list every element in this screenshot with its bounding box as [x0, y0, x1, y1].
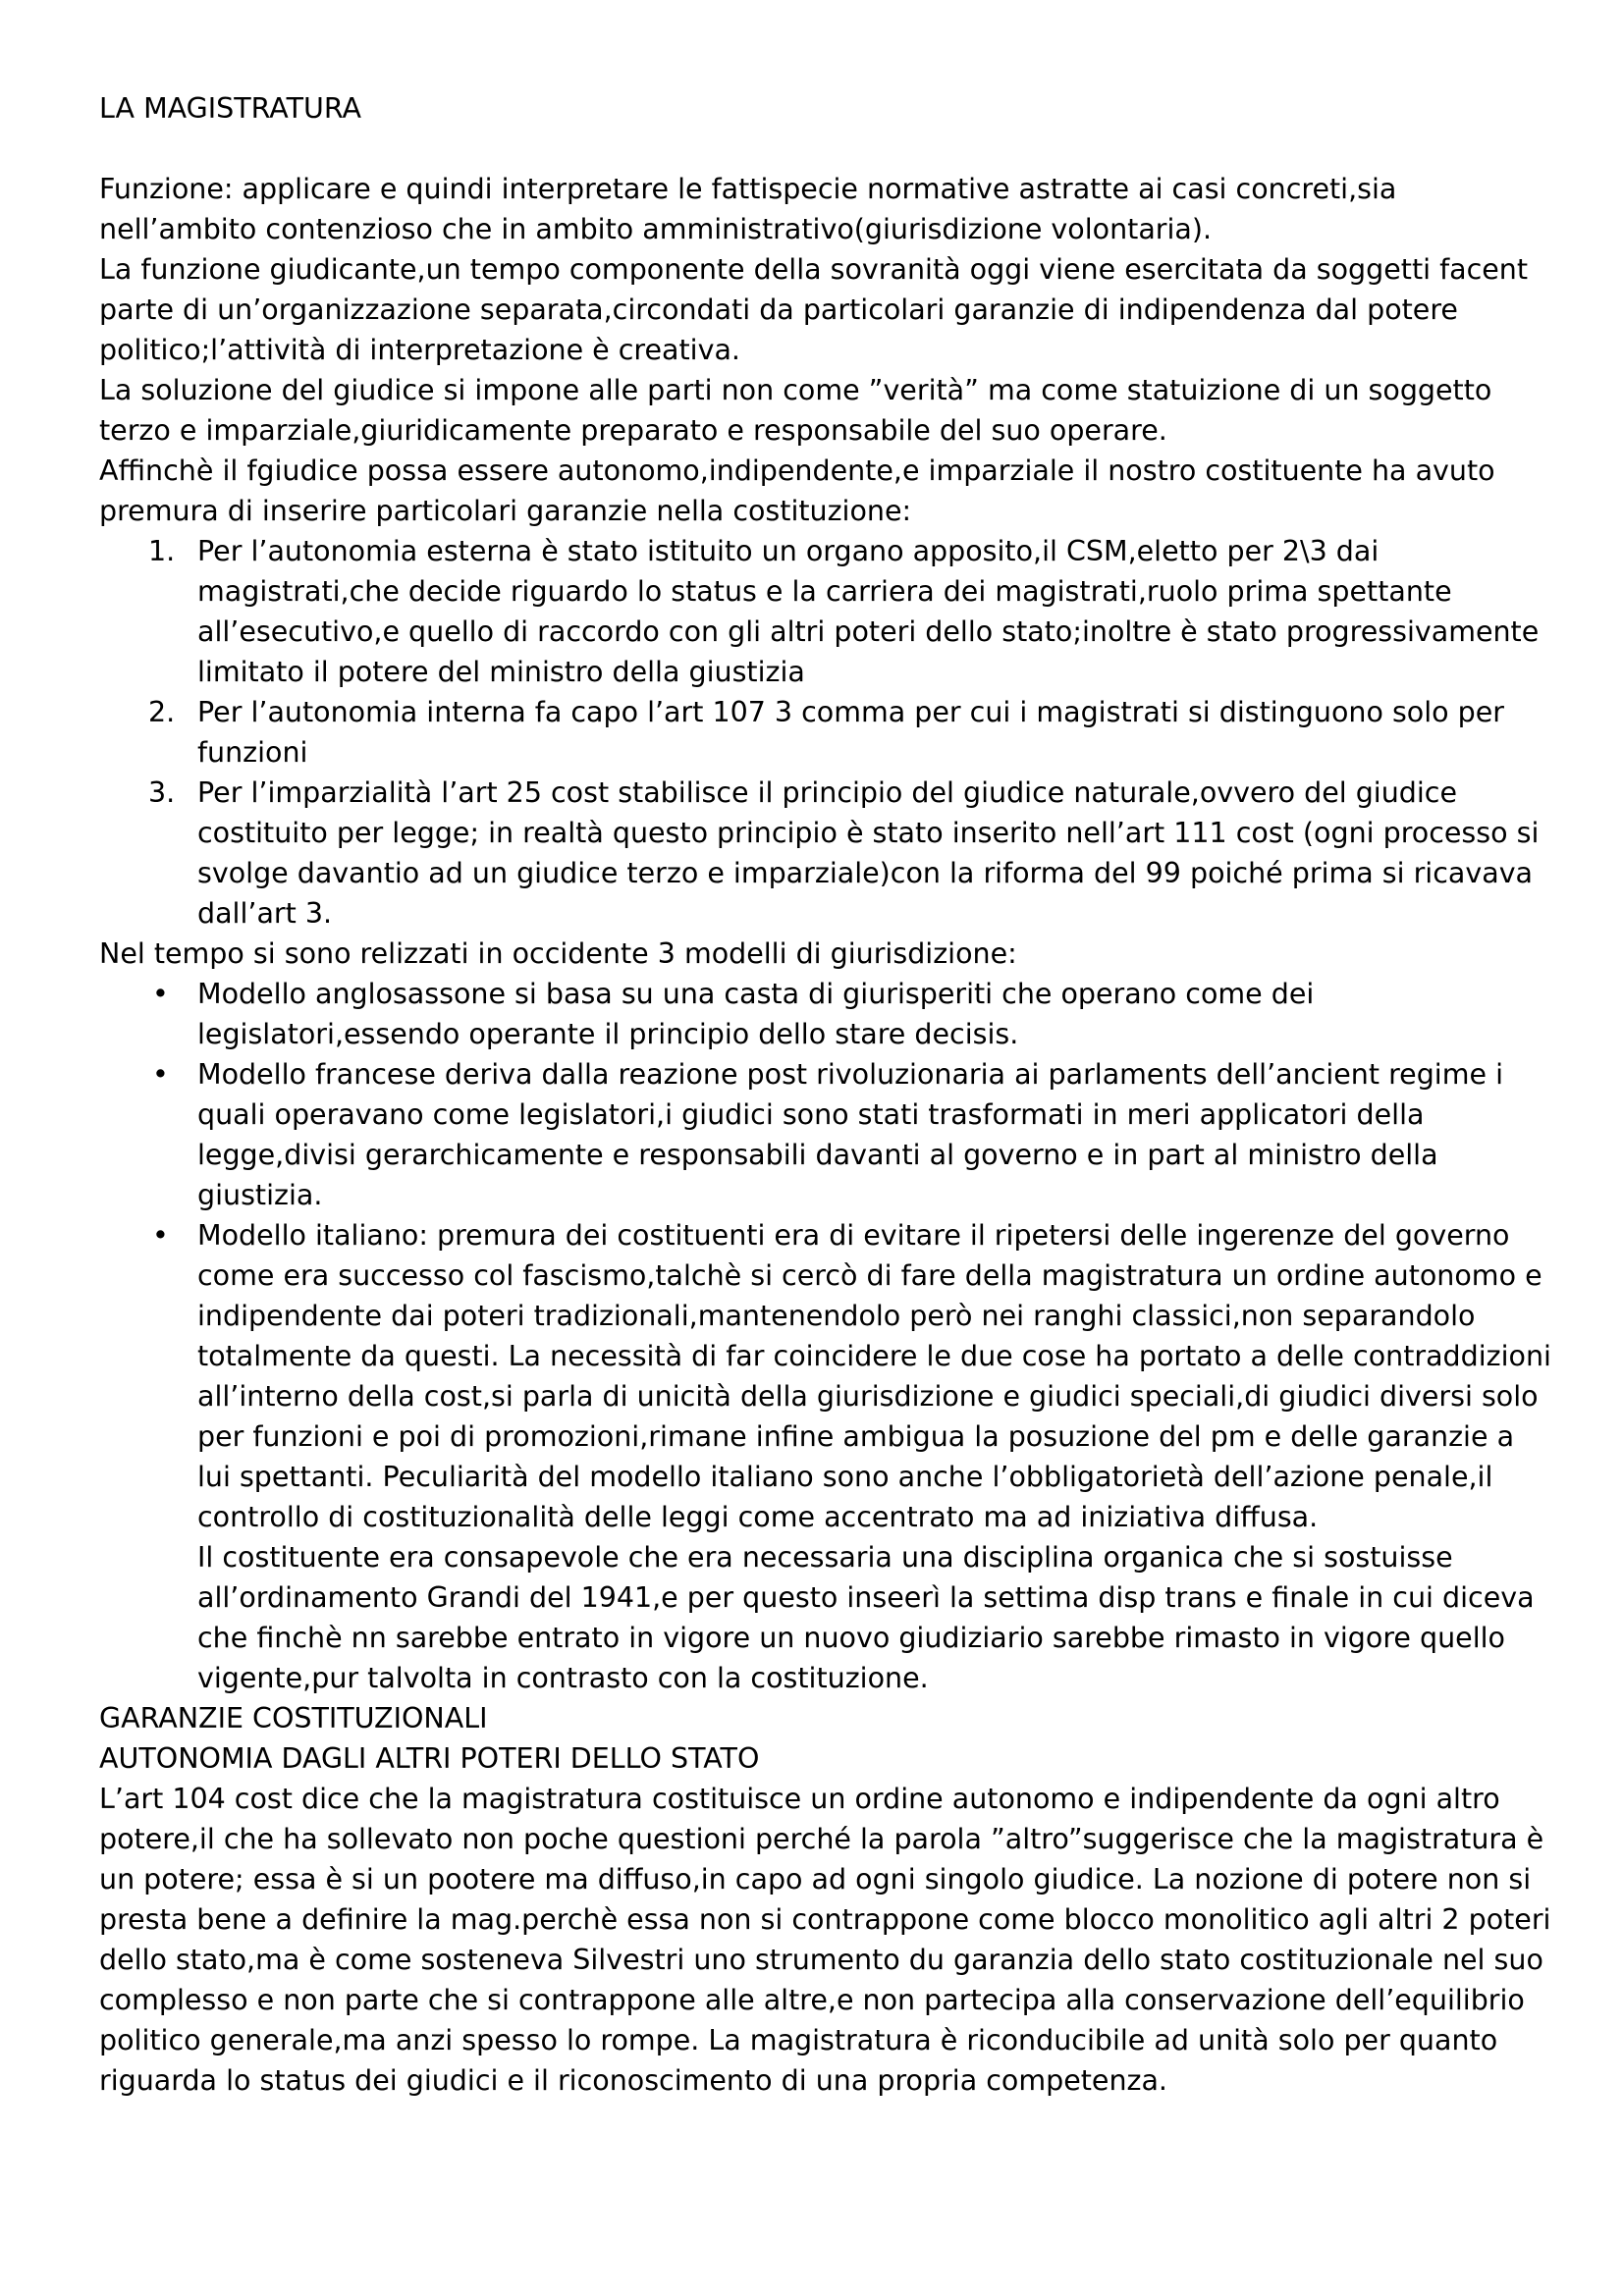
list-item-text: Modello anglosassone si basa su una casta di giurisperiti che operano come dei legislatori,essendo operante il principio dello stare decisis. [197, 978, 1315, 1050]
list-item-text: Per l’autonomia interna fa capo l’art 107 3 comma per cui i magistrati si distinguono solo per funzioni [197, 696, 1504, 769]
bullet-icon: • [152, 978, 169, 1010]
list-item-text: Per l’imparzialità l’art 25 cost stabilisce il principio del giudice naturale,ovvero del giudice costituito per legge; in realtà questo principio è stato inserito nell’art 111 cost (ogni processo si svolge davantio ad un giudice terzo e imparziale)con la riforma del 99 poiché prima si ricavava dall’art 3. [197, 776, 1540, 930]
list-item-continuation: Il costituente era consapevole che era necessaria una disciplina organica che si sostuisse all’ordinamento Grandi del 1941,e per questo inseerì la settima disp trans e finale in cui diceva che finchè nn sarebbe entrato in vigore un nuovo giudiziario sarebbe rimasto in vigore quello vigente,pur talvolta in contrasto con la costituzione. [197, 1541, 1535, 1694]
models-bullet-list [99, 974, 1552, 1698]
section-heading-guarantees: GARANZIE COSTITUZIONALI [99, 1702, 488, 1735]
guarantees-numbered-list [99, 531, 1552, 934]
models-intro-paragraph: Nel tempo si sono relizzati in occidente 3 modelli di giurisdizione: [99, 937, 1017, 970]
bullet-icon: • [152, 1219, 169, 1252]
bullet-item-anglo-saxon-model [99, 974, 1552, 1054]
list-marker: 1. [148, 535, 176, 567]
document-title: LA MAGISTRATURA [99, 92, 362, 125]
final-paragraph: L’art 104 cost dice che la magistratura costituisce un ordine autonomo e indipendente da ogni altro potere,il che ha sollevato non poche questioni perché la parola ”altro”suggerisce che la magistratura è un potere; essa è si un pootere ma diffuso,in capo ad ogni singolo giudice. La nozione di potere non si presta bene a definire la mag.perchè essa non si contrappone come blocco monolitico agli altri 2 poteri dello stato,ma è come sosteneva Silvestri uno strumento du garanzia dello stato costituzionale nel suo complesso e non parte che si contrappone alle altre,e non partecipa alla conservazione dell’equilibrio politico generale,ma anzi spesso lo rompe. La magistratura è riconducibile ad unità solo per quanto riguarda lo status dei giudici e il riconoscimento di una propria competenza. [99, 1783, 1551, 2097]
bullet-item-italian-model [99, 1215, 1552, 1698]
numbered-item-external-autonomy [99, 531, 1552, 692]
intro-paragraph-solution: La soluzione del giudice si impone alle parti non come ”verità” ma come statuizione di un soggetto terzo e imparziale,giuridicamente preparato e responsabile del suo operare. [99, 374, 1492, 447]
intro-paragraph-function: Funzione: applicare e quindi interpretare le fattispecie normative astratte ai casi concreti,sia nell’ambito contenzioso che in ambito amministrativo(giurisdizione volontaria). [99, 173, 1397, 245]
intro-paragraph-judging: La funzione giudicante,un tempo componente della sovranità oggi viene esercitata da soggetti facent parte di un’organizzazione separata,circondati da particolari garanzie di indipendenza dal potere politico;l’attività di interpretazione è creativa. [99, 253, 1529, 366]
list-item-text: Per l’autonomia esterna è stato istituito un organo apposito,il CSM,eletto per 2\3 dai magistrati,che decide riguardo lo status e la carriera dei magistrati,ruolo prima spettante all’esecutivo,e quello di raccordo con gli altri poteri dello stato;inoltre è stato progressivamente limitato il potere del ministro della giustizia [197, 535, 1540, 688]
list-marker: 3. [148, 776, 176, 809]
bullet-item-french-model [99, 1054, 1552, 1215]
numbered-item-internal-autonomy [99, 692, 1552, 773]
intro-paragraph-guarantees: Affinchè il fgiudice possa essere autonomo,indipendente,e imparziale il nostro costituente ha avuto premura di inserire particolari garanzie nella costituzione: [99, 454, 1495, 527]
numbered-item-impartiality [99, 773, 1552, 934]
list-item-text: Modello francese deriva dalla reazione post rivoluzionaria ai parlaments dell’ancient regime i quali operavano come legislatori,i giudici sono stati trasformati in meri applicatori della legge,divisi gerarchicamente e responsabili davanti al governo e in part al ministro della giustizia. [197, 1058, 1503, 1211]
list-marker: 2. [148, 696, 176, 728]
list-item-text: Modello italiano: premura dei costituenti era di evitare il ripetersi delle ingerenze del governo come era successo col fascismo,talchè si cercò di fare della magistratura un ordine autonomo e indipendente dai poteri tradizionali,mantenendolo però nei ranghi classici,non separandolo totalmente da questi. La necessità di far coincidere le due cose ha portato a delle contraddizioni all’interno della cost,si parla di unicità della giurisdizione e giudici speciali,di giudici diversi solo per funzioni e poi di promozioni,rimane infine ambigua la posuzione del pm e delle garanzie a lui spettanti. Peculiarità del modello italiano sono anche l’obbligatorietà dell’azione penale,il controllo di costituzionalità delle leggi come accentrato ma ad iniziativa diffusa. [197, 1219, 1551, 1533]
document-page [99, 88, 1552, 2101]
bullet-icon: • [152, 1058, 169, 1091]
section-heading-autonomy: AUTONOMIA DAGLI ALTRI POTERI DELLO STATO [99, 1742, 760, 1775]
